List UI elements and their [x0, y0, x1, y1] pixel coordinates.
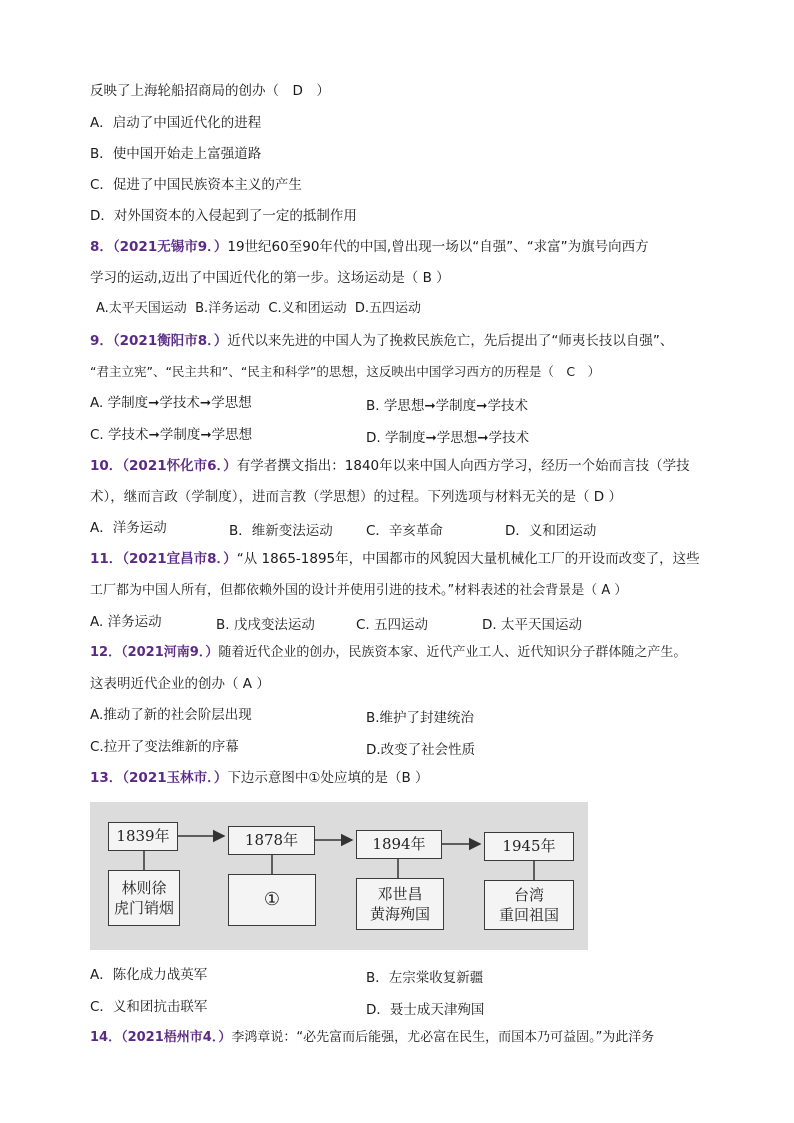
q14-text1: 李鸿章说：“必先富而后能强，尤必富在民生，而国本乃可益固。”为此洋务 — [231, 1030, 655, 1045]
q13-option-b: B．左宗棠收复新疆 — [366, 970, 484, 986]
q14-number: 14．（2021梧州市4．） — [90, 1030, 232, 1045]
q10-option-b: B．维新变法运动 — [229, 523, 333, 539]
q11-stem-line1 — [90, 550, 700, 568]
q13-option-d: D．聂士成天津殉国 — [366, 1002, 485, 1018]
q10-stem-line2: 术），继而言政（学制度），进而言教（学思想）的过程。下列选项与材料无关的是（ D ） — [90, 489, 622, 505]
q12-option-c: C.拉开了变法维新的序幕 — [90, 739, 239, 755]
event-4-line1: 台湾 — [513, 886, 544, 904]
event-4-line2: 重回祖国 — [498, 906, 559, 924]
q11-option-d: D. 太平天国运动 — [482, 617, 582, 633]
q11-number: 11．（2021宜昌市8．） — [90, 551, 237, 567]
q11-option-c: C. 五四运动 — [356, 617, 429, 633]
q9-text1: 近代以来先进的中国人为了挽救民族危亡，先后提出了“师夷长技以自强”、 — [227, 333, 674, 349]
q13-option-c: C．义和团抗击联军 — [90, 999, 208, 1015]
q8-option-b: B.洋务运动 — [195, 301, 261, 316]
q7-option-b: B．使中国开始走上富强道路 — [90, 146, 262, 162]
q11-text1: “从 1865-1895年，中国都市的风貌因大量机械化工厂的开设而改变了，这些 — [236, 551, 700, 567]
year-box-1839: 1839年 — [108, 822, 178, 851]
q9-option-a: A. 学制度➞学技术➞学思想 — [90, 395, 252, 411]
event-box-taiwan — [484, 880, 574, 930]
event-1-line1: 林则徐 — [121, 879, 167, 897]
q8-option-a: A.太平天国运动 — [96, 301, 187, 316]
q10-option-a: A．洋务运动 — [90, 520, 167, 536]
q12-stem-line1 — [90, 644, 686, 662]
q8-options — [96, 300, 421, 318]
timeline-figure — [90, 802, 588, 950]
q12-stem-line2: 这表明近代企业的创办（ A ） — [90, 676, 270, 692]
year-box-1945: 1945年 — [484, 832, 574, 861]
event-box-lin-zexu — [108, 870, 180, 926]
q10-stem-line1 — [90, 457, 690, 475]
q13-text1: 下边示意图中①处应填的是（B ） — [227, 770, 429, 786]
q8-stem-line2: 学习的运动,迈出了中国近代化的第一步。这场运动是（ B ） — [90, 270, 450, 286]
event-box-deng-shichang — [356, 878, 444, 930]
q10-option-c: C．辛亥革命 — [366, 523, 443, 539]
q12-text1: 随着近代企业的创办，民族资本家、近代产业工人、近代知识分子群体随之产生。 — [218, 645, 687, 660]
event-2-marker: ① — [263, 889, 281, 910]
event-box-blank — [228, 874, 316, 926]
q9-number: 9．（2021衡阳市8．） — [90, 333, 228, 349]
q13-stem — [90, 769, 429, 787]
q11-option-a: A. 洋务运动 — [90, 614, 162, 630]
event-3-line1: 邓世昌 — [377, 885, 423, 903]
q8-option-d: D.五四运动 — [354, 301, 422, 316]
q12-option-d: D.改变了社会性质 — [366, 742, 476, 758]
q14-stem-line1 — [90, 1029, 654, 1047]
q13-number: 13．（2021玉林市．） — [90, 770, 228, 786]
q9-option-c: C. 学技术➞学制度➞学思想 — [90, 427, 253, 443]
q10-text1: 有学者撰文指出：1840年以来中国人向西方学习，经历一个始而言技（学技 — [236, 458, 690, 474]
q12-option-a: A.推动了新的社会阶层出现 — [90, 707, 252, 723]
q8-text1: 19世纪60至90年代的中国,曾出现一场以“自强”、“求富”为旗号向西方 — [227, 239, 649, 255]
q7-option-a: A．启动了中国近代化的进程 — [90, 115, 262, 131]
q12-option-b: B.维护了封建统治 — [366, 710, 475, 726]
q12-number: 12．（2021河南9．） — [90, 645, 219, 660]
q8-option-c: C.义和团运动 — [268, 301, 347, 316]
q10-option-d: D．义和团运动 — [505, 523, 597, 539]
event-3-line2: 黄海殉国 — [369, 905, 430, 923]
q9-option-d: D. 学制度➞学思想➞学技术 — [366, 430, 530, 446]
q9-stem-line2: “君主立宪”、“民主共和”、“民主和科学”的思想，这反映出中国学习西方的历程是（ C ） — [90, 364, 601, 379]
q7-option-d: D．对外国资本的入侵起到了一定的抵制作用 — [90, 208, 357, 224]
year-box-1878: 1878年 — [228, 826, 315, 855]
q7-stem-tail: 反映了上海轮船招商局的创办（ D ） — [90, 83, 330, 99]
q8-number: 8．（2021无锡市9．） — [90, 239, 228, 255]
q9-option-b: B. 学思想➞学制度➞学技术 — [366, 398, 528, 414]
year-box-1894: 1894年 — [356, 830, 442, 859]
q11-option-b: B. 戊戌变法运动 — [216, 617, 315, 633]
q11-stem-line2: 工厂都为中国人所有，但都依赖外国的设计并使用引进的技术。”材料表述的社会背景是（ A ） — [90, 583, 628, 598]
q13-option-a: A．陈化成力战英军 — [90, 967, 208, 983]
q8-stem-line1 — [90, 238, 649, 256]
q9-stem-line1 — [90, 332, 673, 350]
q7-option-c: C．促进了中国民族资本主义的产生 — [90, 177, 302, 193]
event-1-line2: 虎门销烟 — [113, 899, 174, 917]
q10-number: 10．（2021怀化市6．） — [90, 458, 237, 474]
